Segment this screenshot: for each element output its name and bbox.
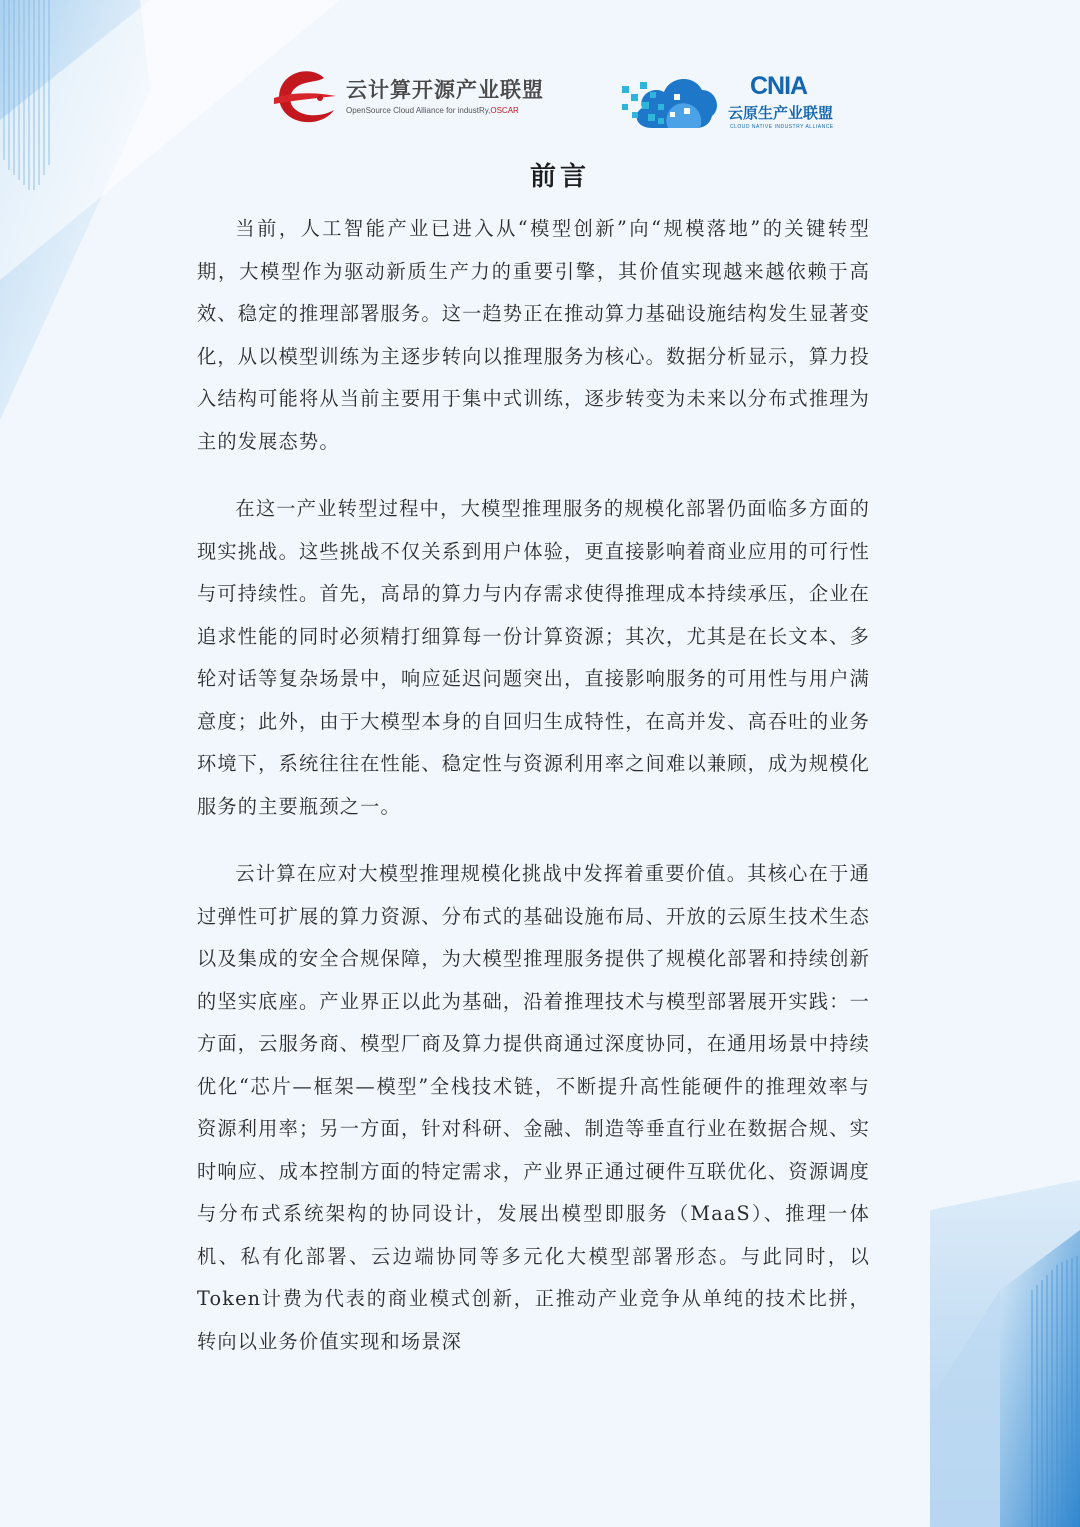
oscar-logo-subtitle-prefix: OpenSource Cloud Alliance for industRy, [346, 106, 491, 115]
paragraph-2: 在这一产业转型过程中，大模型推理服务的规模化部署仍面临多方面的现实挑战。这些挑战不仅关系到用户体验，更直接影响着商业应用的可行性与可持续性。首先，高昂的算力与内存需求使得推理成本持续承压，企业在追求性能的同时必须精打细算每一份计算资源；其次，尤其是在长文本、多轮对话等复杂场景中，响应延迟问题突出，直接影响服务的可用性与用户满意度；此外，由于大模型本身的自回归生成特性，在高并发、高吞吐的业务环境下，系统往往在性能、稳定性与资源利用率之间难以兼顾，成为规模化服务的主要瓶颈之一。 [197, 497, 870, 818]
oscar-logo-subtitle [346, 106, 519, 115]
cnia-logo-english: CLOUD NATIVE INDUSTRY ALLIANCE [730, 124, 834, 130]
cloud-pixel-icon [618, 64, 722, 134]
document-body [197, 208, 870, 1388]
cnia-logo-name: 云原生产业联盟 [728, 104, 834, 122]
oscar-logo [272, 64, 562, 130]
oscar-emblem-icon [272, 64, 338, 130]
header [0, 60, 1080, 140]
cnia-logo [618, 64, 850, 134]
oscar-logo-name: 云计算开源产业联盟 [346, 78, 544, 102]
paragraph-1: 当前，人工智能产业已进入从“模型创新”向“规模落地”的关键转型期，大模型作为驱动新质生产力的重要引擎，其价值实现越来越依赖于高效、稳定的推理部署服务。这一趋势正在推动算力基础设施结构发生显著变化，从以模型训练为主逐步转向以推理服务为核心。数据分析显示，算力投入结构可能将从当前主要用于集中式训练，逐步转变为未来以分布式推理为主的发展态势。 [197, 217, 870, 453]
paragraph-3: 云计算在应对大模型推理规模化挑战中发挥着重要价值。其核心在于通过弹性可扩展的算力资源、分布式的基础设施布局、开放的云原生技术生态以及集成的安全合规保障，为大模型推理服务提供了规模化部署和持续创新的坚实底座。产业界正以此为基础，沿着推理技术与模型部署展开实践：一方面，云服务商、模型厂商及算力提供商通过深度协同，在通用场景中持续优化“芯片—框架—模型”全栈技术链，不断提升高性能硬件的推理效率与资源利用率；另一方面，针对科研、金融、制造等垂直行业在数据合规、实时响应、成本控制方面的特定需求，产业界正通过硬件互联优化、资源调度与分布式系统架构的协同设计，发展出模型即服务（MaaS）、推理一体机、私有化部署、云边端协同等多元化大模型部署形态。与此同时，以Token计费为代表的商业模式创新，正推动产业竞争从单纯的技术比拼，转向以业务价值实现和场景深 [197, 862, 870, 1353]
cnia-logo-acronym: CNIA [750, 72, 808, 100]
page-title: 前言 [529, 162, 590, 192]
oscar-logo-subtitle-suffix: OSCAR [490, 106, 519, 115]
